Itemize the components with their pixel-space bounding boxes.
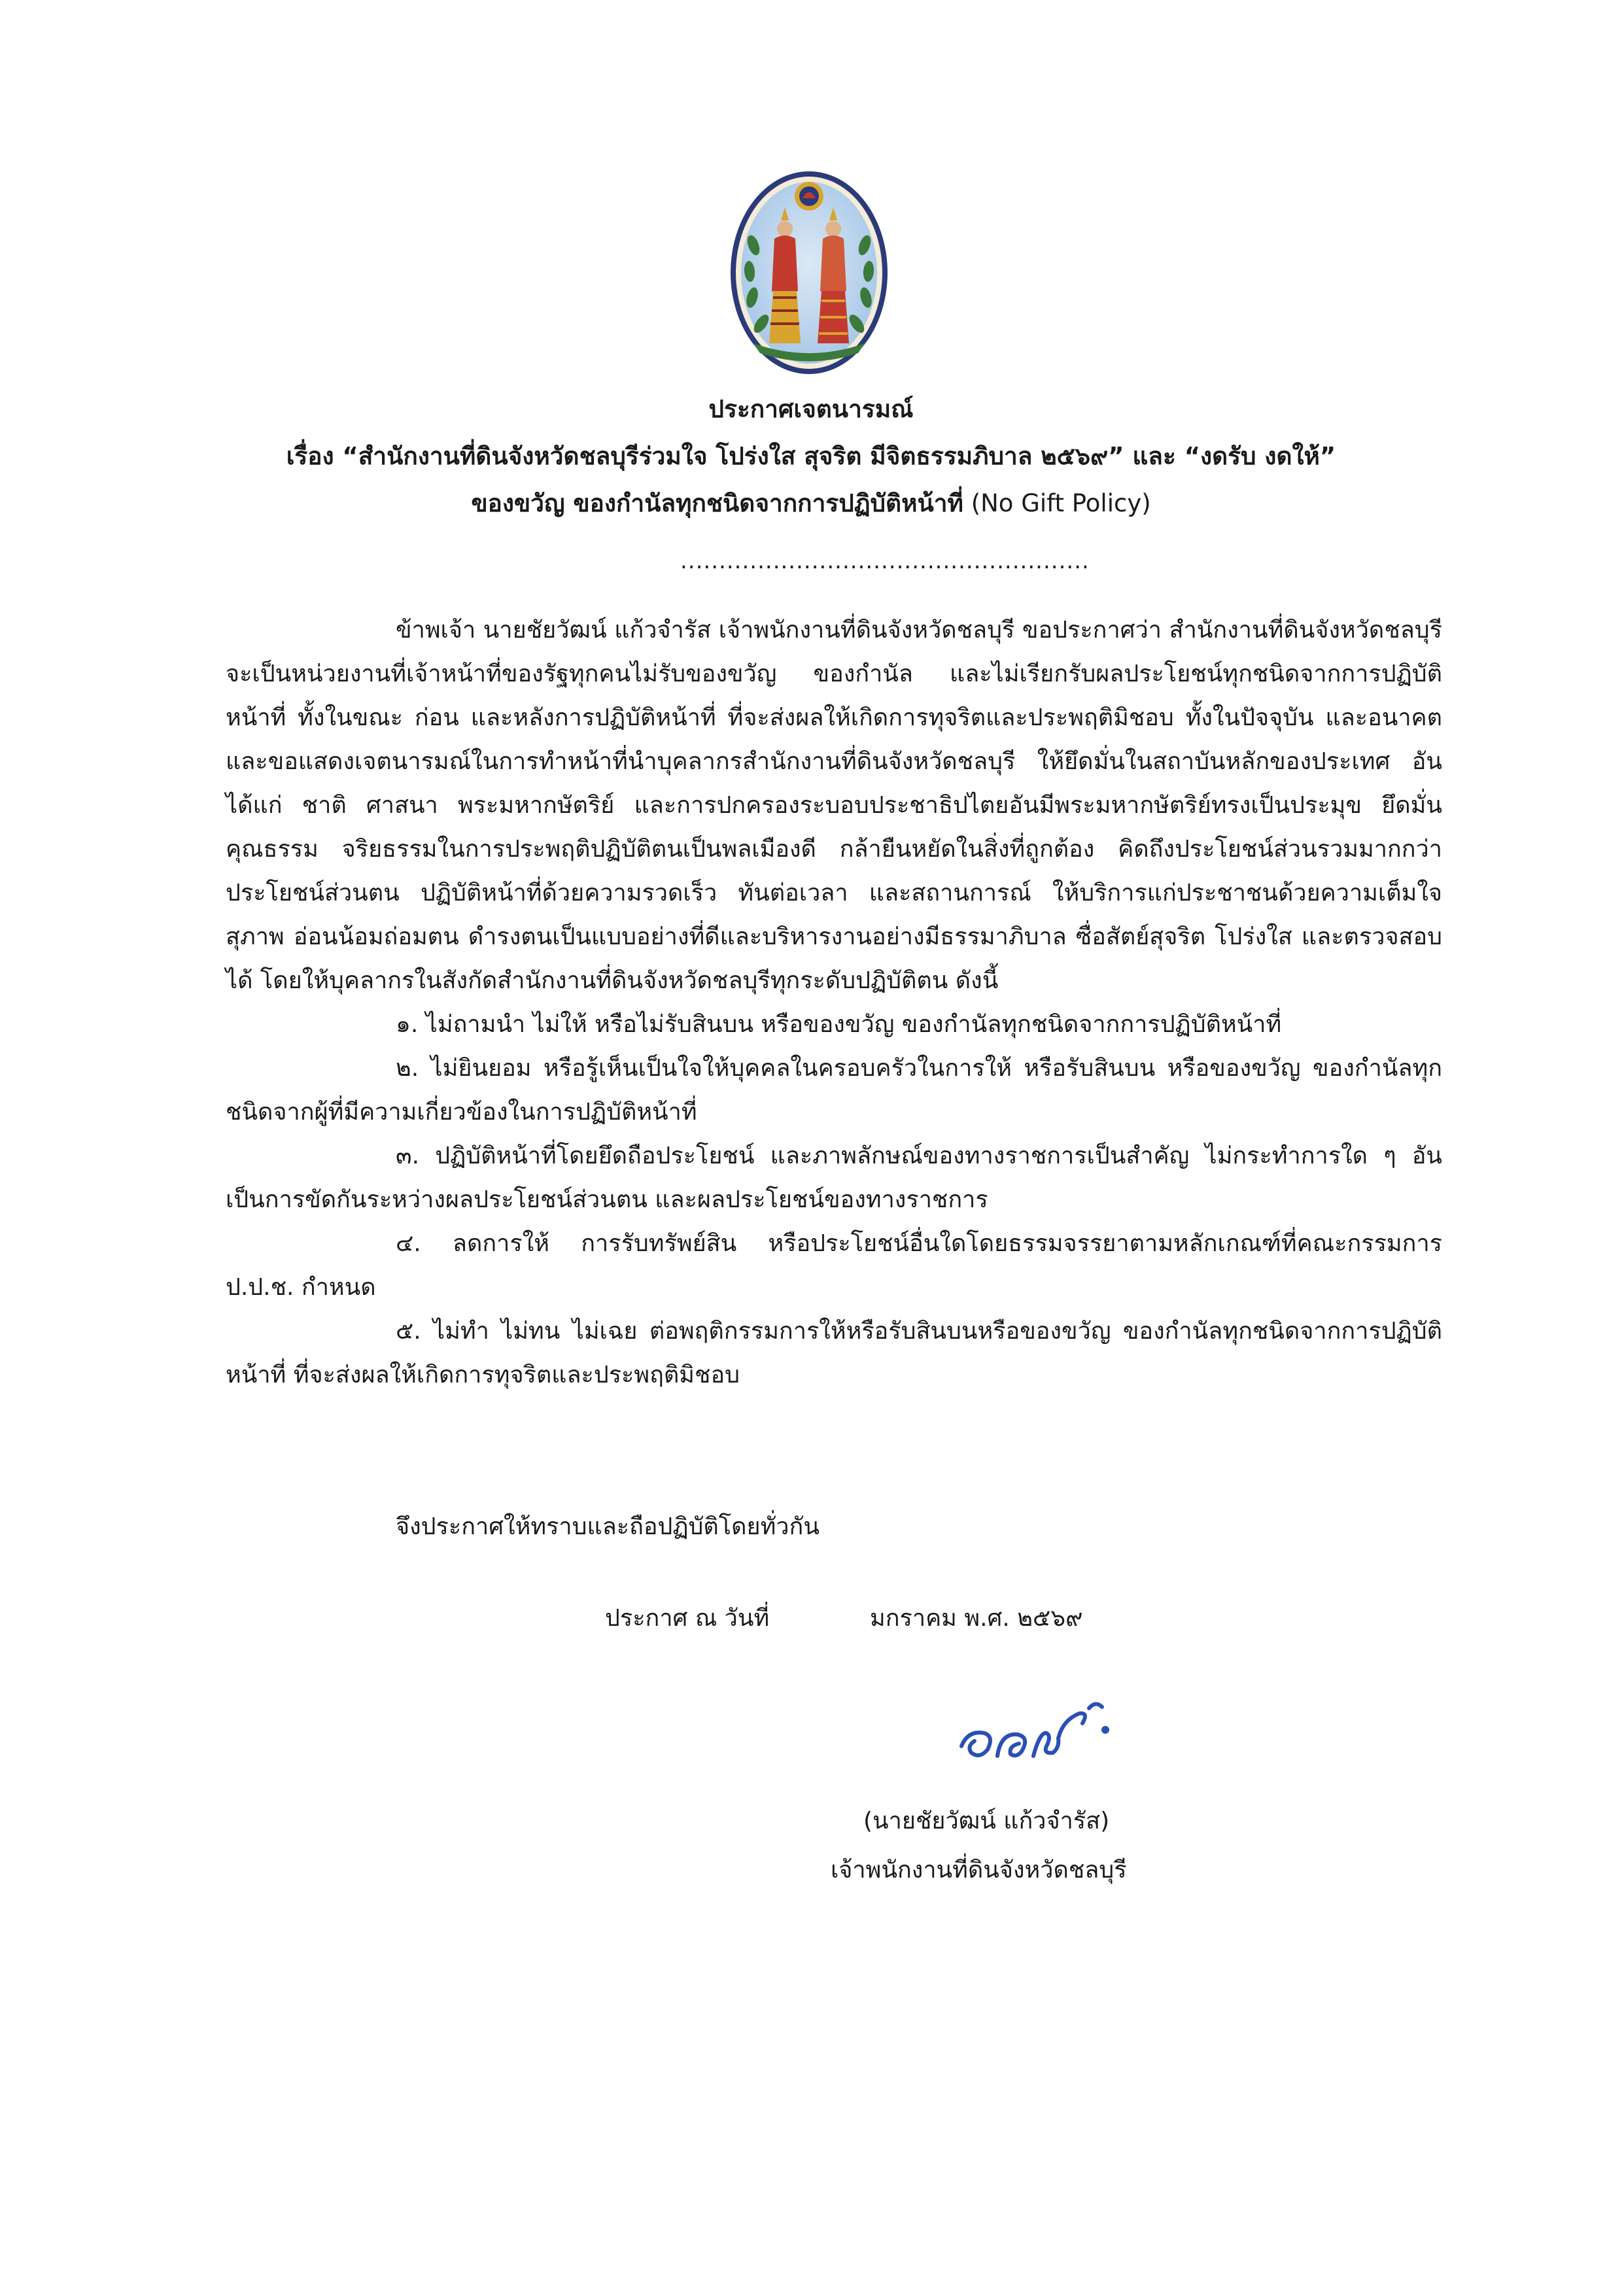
signer-name: (นายชัยวัฒน์ แก้วจำรัส) [863, 1808, 1110, 1834]
announcement-header [170, 386, 1452, 527]
date-label: ประกาศ ณ วันที่ [605, 1605, 770, 1632]
subject-line-2 [170, 480, 1452, 527]
subject-line-1: เรื่อง “สำนักงานที่ดินจังหวัดชลบุรีร่วมใจ โปร่งใส สุจริต มีจิตธรรมภิบาล ๒๕๖๙” และ “งดรับ งดให้” [286, 442, 1336, 470]
no-gift-policy-label: (No Gift Policy) [963, 489, 1151, 517]
list-item: ๔. ลดการให้ การรับทรัพย์สิน หรือประโยชน์อื่นใดโดยธรรมจรรยาตามหลักเกณฑ์ที่คณะกรรมการ ป.ป.ช. กำหนด [226, 1230, 1442, 1301]
announcement-title: ประกาศเจตนารมณ์ [708, 395, 914, 423]
list-item: ๓. ปฏิบัติหน้าที่โดยยึดถือประโยชน์ และภาพลักษณ์ของทางราชการเป็นสำคัญ ไม่กระทำการใด ๆ อันเป็นการขัดกันระหว่างผลประโยชน์ส่วนตน และผลประโยชน์ของทางราชการ [226, 1143, 1442, 1213]
list-item: ๒. ไม่ยินยอม หรือรู้เห็นเป็นใจให้บุคคลในครอบครัวในการให้ หรือรับสินบน หรือของขวัญ ของกำนัลทุกชนิดจากผู้ที่มีความเกี่ยวข้องในการปฏิบัติหน้าที่ [226, 1055, 1442, 1126]
date-month-year: มกราคม พ.ศ. ๒๕๖๙ [870, 1605, 1083, 1632]
handwritten-signature-icon [948, 1694, 1145, 1779]
provincial-seal-icon [727, 167, 891, 379]
announcement-body [226, 608, 1442, 1397]
intro-paragraph: ข้าพเจ้า นายชัยวัฒน์ แก้วจำรัส เจ้าพนักงานที่ดินจังหวัดชลบุรี ขอประกาศว่า สำนักงานที่ดินจังหวัดชลบุรี จะเป็นหน่วยงานที่เจ้าหน้าที่ของรัฐทุกคนไม่รับของขวัญ ของกำนัล และไม่เรียกรับผลประโยชน์ทุกชนิดจากการปฏิบัติหน้าที่ ทั้งในขณะ ก่อน และหลังการปฏิบัติหน้าที่ ที่จะส่งผลให้เกิดการทุจริตและประพฤติมิชอบ ทั้งในปัจจุบัน และอนาคต และขอแสดงเจตนารมณ์ในการทำหน้าที่นำบุคลากรสำนักงานที่ดินจังหวัดชลบุรี ให้ยึดมั่นในสถาบันหลักของประเทศ อันได้แก่ ชาติ ศาสนา พระมหากษัตริย์ และการปกครองระบอบประชาธิปไตยอันมีพระมหากษัตริย์ทรงเป็นประมุข ยึดมั่นคุณธรรม จริยธรรมในการประพฤติปฏิบัติตนเป็นพลเมืองดี กล้ายืนหยัดในสิ่งที่ถูกต้อง คิดถึงประโยชน์ส่วนรวมมากกว่าประโยชน์ส่วนตน ปฏิบัติหน้าที่ด้วยความรวดเร็ว ทันต่อเวลา และสถานการณ์ ให้บริการแก่ประชาชนด้วยความเต็มใจ สุภาพ อ่อนน้อมถ่อมตน ดำรงตนเป็นแบบอย่างที่ดีและบริหารงานอย่างมีธรรมาภิบาล ซื่อสัตย์สุจริต โปร่งใส และตรวจสอบได้ โดยให้บุคลากรในสังกัดสำนักงานที่ดินจังหวัดชลบุรีทุกระดับปฏิบัติตน ดังนี้ [226, 617, 1442, 994]
list-item: ๑. ไม่ถามนำ ไม่ให้ หรือไม่รับสินบน หรือของขวัญ ของกำนัลทุกชนิดจากการปฏิบัติหน้าที่ [396, 1011, 1282, 1038]
signer-title: เจ้าพนักงานที่ดินจังหวัดชลบุรี [831, 1857, 1127, 1884]
list-item: ๕. ไม่ทำ ไม่ทน ไม่เฉย ต่อพฤติกรรมการให้หรือรับสินบนหรือของขวัญ ของกำนัลทุกชนิดจากการปฏิบัติหน้าที่ ที่จะส่งผลให้เกิดการทุจริตและประพฤติมิชอบ [226, 1318, 1442, 1388]
subject-line-2-thai: ของขวัญ ของกำนัลทุกชนิดจากการปฏิบัติหน้าที่ [471, 489, 963, 517]
closing-statement: จึงประกาศให้ทราบและถือปฏิบัติโดยทั่วกัน [396, 1513, 820, 1540]
separator-dots: ..................................................... [680, 548, 1090, 574]
